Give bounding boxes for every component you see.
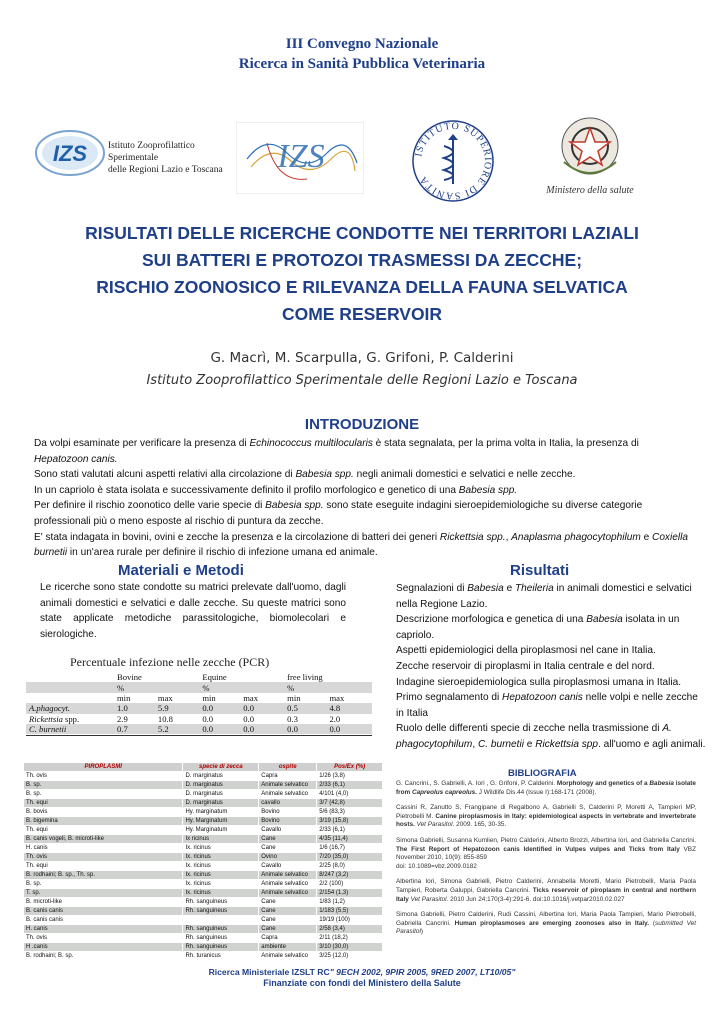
piroplasmi-row [24,799,383,808]
pcr-subheader: max [326,693,372,703]
iss-logo [410,118,496,204]
pcr-pct-label: % [199,682,240,692]
piroplasmi-cell: 2/58 (3,4) [317,925,383,934]
piroplasmi-cell: Cavallo [259,862,317,871]
piroplasmi-cell: 5/6 (83,3) [317,808,383,817]
piroplasmi-row [24,898,383,907]
piroplasmi-cell: Th. ovis [24,772,183,781]
pcr-group-equine: Equine [199,672,284,682]
pcr-subheader: min [114,693,155,703]
piroplasmi-row [24,790,383,799]
piroplasmi-cell: Rh. sanguineus [183,898,259,907]
izs-name-line1: Istituto Zooprofilattico Sperimentale [108,141,195,163]
risultati-item: Primo segnalamento di Hepatozoon canis nelle volpi e nelle zecche in Italia [396,692,698,719]
piroplasmi-cell: Th. equi [24,862,183,871]
piroplasmi-cell: Capra [259,934,317,943]
piroplasmi-cell: B. bigemina [24,817,183,826]
piroplasmi-cell: Ix. ricinus [183,880,259,889]
piroplasmi-cell: Animale selvatico [259,880,317,889]
materiali-heading: Materiali e Metodi [118,562,244,579]
piroplasmi-row [24,925,383,934]
piroplasmi-row [24,853,383,862]
piroplasmi-cell: Cane [259,907,317,916]
piroplasmi-cell: Ix. ricinus [183,844,259,853]
piroplasmi-cell: Bovino [259,808,317,817]
piroplasmi-cell: Cane [259,844,317,853]
piroplasmi-cell: 19/19 (100) [317,916,383,925]
pcr-row-name: A.phagocyt. [29,703,71,714]
piroplasmi-cell: Ovino [259,853,317,862]
title-line-4: COME RESERVOIR [281,304,443,324]
piroplasmi-cell: Cane [259,925,317,934]
piroplasmi-cell: Bovino [259,817,317,826]
piroplasmi-row [24,889,383,898]
piroplasmi-row [24,934,383,943]
piroplasmi-cell: Capra [259,772,317,781]
izs-logo [34,128,234,178]
piroplasmi-cell: Animale selvatico [259,790,317,799]
piroplasmi-cell: Th. equi [24,826,183,835]
pcr-table-title: Percentuale infezione nelle zecche (PCR) [70,655,270,669]
piroplasmi-cell: ambiente [259,943,317,952]
bib-entry: Simona Gabrielli, Susanna Kumlien, Pietro Calderini, Alberto Brozzi, Albertina Iori, and Gabriella Cancrini. The First Report of Hepatozoon canis Identified in Vulpes vulpes and Ticks from Italy VBZ November 2010, 10(9): 855-859 doi: 10.1089=vbz.2009.0182 [396,836,696,870]
piroplasmi-cell: 1/83 (1,2) [317,898,383,907]
piroplasmi-cell: Animale selvatico [259,889,317,898]
piroplasmi-cell: H. canis [24,844,183,853]
piroplasmi-cell: Rh. sanguineus [183,934,259,943]
piroplasmi-cell: 2/2 (100) [317,880,383,889]
intro-paragraph-3: In un capriolo è stata isolata e successivamente definito il profilo morfologico e genetico di una Babesia spp. [34,484,518,496]
izs-acronym: IZS [52,141,88,166]
piroplasmi-row [24,862,383,871]
conference-line-2: Ricerca in Sanità Pubblica Veterinaria [238,56,486,72]
intro-text [34,436,694,561]
piroplasmi-cell: H. canis [24,925,183,934]
piroplasmi-cell: Animale selvatico [259,952,317,961]
ministero-caption: Ministero della salute [546,185,634,196]
affiliation: Istituto Zooprofilattico Sperimentale delle Regioni Lazio e Toscana [146,373,578,388]
piroplasmi-cell: Animale selvatico [259,871,317,880]
izs-emblem-icon [34,128,106,178]
piroplasmi-cell: D. marginatus [183,799,259,808]
pcr-row: C. burnetii 0.7 5.2 0.0 0.0 0.0 0.0 [26,724,372,734]
pcr-row: A.phagocyt. 1.0 5.9 0.0 0.0 0.5 4.8 [26,703,372,713]
pcr-group-free-living: free living [284,672,372,682]
title-line-3: RISCHIO ZOONOSICO E RILEVANZA DELLA FAUNA SELVATICA [96,277,628,297]
pcr-table [26,672,372,734]
risultati-list [396,581,706,753]
piroplasmi-cell: 3/10 (30,0) [317,943,383,952]
piroplasmi-table [23,762,383,961]
izs-stylized-text: IZS [277,138,325,175]
piroplasmi-cell: Ix. ricinus [183,853,259,862]
piroplasmi-header-cell: specie di zecca [183,763,259,772]
izs-stylized-logo [236,122,364,194]
pcr-table-bottom-rule [26,735,372,736]
piroplasmi-cell: Hy. Marginatum [183,826,259,835]
bibliografia-list [396,780,696,944]
bibliografia-heading: BIBLIOGRAFIA [508,768,577,779]
piroplasmi-header-cell: Pos/Ex (%) [317,763,383,772]
piroplasmi-cell: Ix ricinus [183,835,259,844]
pcr-subheader: min [284,693,326,703]
piroplasmi-cell: B. rodhaini; B. sp., Th. sp. [24,871,183,880]
piroplasmi-cell: 4/35 (11,4) [317,835,383,844]
bib-entry: Albertina Iori, Simona Gabrielli, Pietro Calderini, Annabella Moretti, Mario Pietrobelli, Maria Paola Tampieri, Roberta Galuppi, Gabriella Cancrini. Ticks reservoir of piroplasm in central and northern Italy Vet Parasitol. 2010 Jun 24;170(3-4):291-6. doi:10.1016/j.vetpar2010.02.027 [396,878,696,903]
iss-ring-text: ISTITUTO SUPERIORE DI SANITÀ [413,120,494,202]
piroplasmi-cell: Cane [259,835,317,844]
piroplasmi-cell: cavallo [259,799,317,808]
pcr-row-name: C. burnetii [29,724,67,735]
risultati-item: Descrizione morfologica e genetica di una Babesia isolata in un capriolo. [396,614,680,641]
title-line-1: RISULTATI DELLE RICERCHE CONDOTTE NEI TERRITORI LAZIALI [85,223,639,243]
pcr-row-name: Rickettsia [29,713,63,724]
piroplasmi-cell: Th. ovis [24,853,183,862]
piroplasmi-row [24,916,383,925]
intro-paragraph-2: Sono stati valutati alcuni aspetti relativi alla circolazione di Babesia spp. negli animali domestici e selvatici e nelle zecche. [34,469,576,481]
piroplasmi-cell: 3/7 (42,8) [317,799,383,808]
pcr-row: Rickettsia spp. 2.9 10.8 0.0 0.0 0.3 2.0 [26,714,372,724]
piroplasmi-cell: 8/247 (3,2) [317,871,383,880]
piroplasmi-cell: Animale selvatico [259,781,317,790]
piroplasmi-cell: B. sp. [24,880,183,889]
piroplasmi-cell: B. sp. [24,790,183,799]
piroplasmi-cell: 3/19 (15,8) [317,817,383,826]
piroplasmi-cell: Rh. sanguineus [183,907,259,916]
piroplasmi-row [24,880,383,889]
materiali-text: Le ricerche sono state condotte su matrici prelevate dall'uomo, dagli animali domestici e selvatici e dalle zecche. Su queste matrici sono state applicate metodiche parassitologiche, biomolecolari e sierologiche. [40,582,346,640]
piroplasmi-cell: B. rodhaini; B. sp. [24,952,183,961]
piroplasmi-cell: 1/183 (5,5) [317,907,383,916]
piroplasmi-cell: H .canis [24,943,183,952]
piroplasmi-cell: Ix. ricinus [183,862,259,871]
piroplasmi-cell: B. bovis [24,808,183,817]
piroplasmi-row [24,844,383,853]
piroplasmi-cell: D. marginatus [183,790,259,799]
italian-emblem-icon [540,112,640,184]
piroplasmi-cell: Rh. turanicus [183,952,259,961]
piroplasmi-row [24,907,383,916]
footer-funding-line: Ricerca Ministeriale IZSLT RC" 9ECH 2002, 9PIR 2005, 9RED 2007, LT10/05" [208,967,516,977]
piroplasmi-row [24,817,383,826]
main-title [60,220,664,328]
piroplasmi-cell: D. marginatus [183,781,259,790]
piroplasmi-cell: Th. ovis [24,934,183,943]
footer-ministero-line: Finanziate con fondi del Ministero della Salute [263,978,461,988]
risultati-item: Segnalazioni di Babesia e Theileria in animali domestici e selvatici nella Regione Lazio. [396,583,692,610]
authors: G. Macrì, M. Scarpulla, G. Grifoni, P. Calderini [210,350,514,366]
piroplasmi-cell: 4/101 (4,0) [317,790,383,799]
piroplasmi-cell: Cane [259,916,317,925]
intro-heading: INTRODUZIONE [304,416,420,433]
piroplasmi-cell: Rh. sanguineus [183,943,259,952]
piroplasmi-cell: 1/6 (16,7) [317,844,383,853]
intro-paragraph-4: Per definire il rischio zoonotico delle varie specie di Babesia spp. sono state eseguite indagini sieroepidemiologiche su diverse categorie professionali più o meno esposte al rischio di puntura da zecche. [34,500,643,527]
piroplasmi-row [24,781,383,790]
piroplasmi-row [24,835,383,844]
intro-paragraph-1: Da volpi esaminate per verificare la presenza di Echinococcus multilocularis è stata segnalata, per la prima volta in Italia, la presenza di Hepatozoon canis. [34,438,639,465]
pcr-group-bovine: Bovine [114,672,199,682]
piroplasmi-cell: Hy. marginatum [183,808,259,817]
pcr-subheader: min [199,693,240,703]
piroplasmi-row [24,952,383,961]
piroplasmi-cell: 2/33 (6,1) [317,781,383,790]
piroplasmi-row [24,871,383,880]
piroplasmi-cell: Ix. ricinus [183,871,259,880]
risultati-item: Ruolo delle differenti specie di zecche nella trasmissione di A. phagocytophilum, C. burnetii e Rickettsia spp. all'uomo e agli animali. [396,723,706,750]
intro-paragraph-5: E' stata indagata in bovini, ovini e zecche la presenza e la circolazione di batteri dei generi Rickettsia spp., Anaplasma phagocytophilum e Coxiella burnetii in un'area rurale per definire il rischio di infezione umana ed animale. [34,531,688,559]
piroplasmi-header-cell: ospite [259,763,317,772]
conference-line-1: III Convegno Nazionale [285,36,439,52]
piroplasmi-cell: Th. equi [24,799,183,808]
piroplasmi-cell: 2/25 (8,0) [317,862,383,871]
piroplasmi-cell: Cane [259,898,317,907]
piroplasmi-row [24,808,383,817]
bib-entry: Simona Gabrielli, Pietro Calderini, Rudi Cassini, Albertina Iori, Maria Paola Tampieri, Mario Pietrobelli, Gabriella Cancrini. Human piroplasmoses are emerging zoonoses also in Italy. (submitted Vet Parasitol) [396,911,697,936]
pcr-pct-label: % [114,682,155,692]
izs-stylized-icon [237,123,365,195]
piroplasmi-cell: B. sp. [24,781,183,790]
piroplasmi-cell: Cavallo [259,826,317,835]
piroplasmi-cell: 1/26 (3,8) [317,772,383,781]
iss-seal-icon [410,118,496,204]
ministero-logo [540,112,640,202]
piroplasmi-row [24,943,383,952]
risultati-heading: Risultati [510,562,570,579]
piroplasmi-cell: 7/20 (35,0) [317,853,383,862]
pcr-subheader: max [155,693,199,703]
piroplasmi-cell: B. canis canis [24,916,183,925]
piroplasmi-cell: B. microti-like [24,898,183,907]
piroplasmi-cell: D. marginatus [183,772,259,781]
piroplasmi-cell: B. canis vogeli, B. microti-like [24,835,183,844]
pcr-subheader: max [240,693,284,703]
piroplasmi-header-cell: PIROPLASMI [24,763,183,772]
piroplasmi-cell: Hy. Marginatum [183,817,259,826]
bib-entry: G. Cancrini., S. Gabrielli, A. Iori , G. Grifoni, P. Calderini. Morphology and genetics of a Babesia isolate from Capreolus capreolus. J Wildlife Dis.44 (Issue I):168-171 (2008). [396,780,696,796]
bib-entry: Cassini R, Zanutto S, Frangipane di Regalbono A, Gabrielli S, Calderini P, Moretti A, Tampieri MP, Pietrobelli M. Canine piroplasmosis in Italy: epidemiological aspects in vertebrate and invertebrate hosts. Vet Parasitol. 2009. 165, 30-35. [396,804,696,829]
piroplasmi-cell: 2/154 (1,3) [317,889,383,898]
piroplasmi-cell: Rh. sanguineus [183,925,259,934]
piroplasmi-cell: 2/33 (6,1) [317,826,383,835]
risultati-item: Aspetti epidemiologici della piroplasmosi nel cane in Italia. [396,645,656,657]
piroplasmi-cell: Ix. ricinus [183,889,259,898]
piroplasmi-cell [183,916,259,925]
piroplasmi-row [24,826,383,835]
piroplasmi-row [24,772,383,781]
izs-name-line2: delle Regioni Lazio e Toscana [108,165,223,175]
piroplasmi-cell: B. canis canis [24,907,183,916]
piroplasmi-header-row [24,763,383,772]
piroplasmi-cell: 3/25 (12,0) [317,952,383,961]
piroplasmi-cell: 2/11 (18,2) [317,934,383,943]
risultati-item: Indagine sieroepidemiologica sulla piroplasmosi umana in Italia. [396,676,682,688]
risultati-item: Zecche reservoir di piroplasmi in Italia centrale e del nord. [396,660,655,672]
title-line-2: SUI BATTERI E PROTOZOI TRASMESSI DA ZECCHE; [141,250,583,270]
piroplasmi-cell: T. sp. [24,889,183,898]
pcr-pct-label: % [284,682,326,692]
